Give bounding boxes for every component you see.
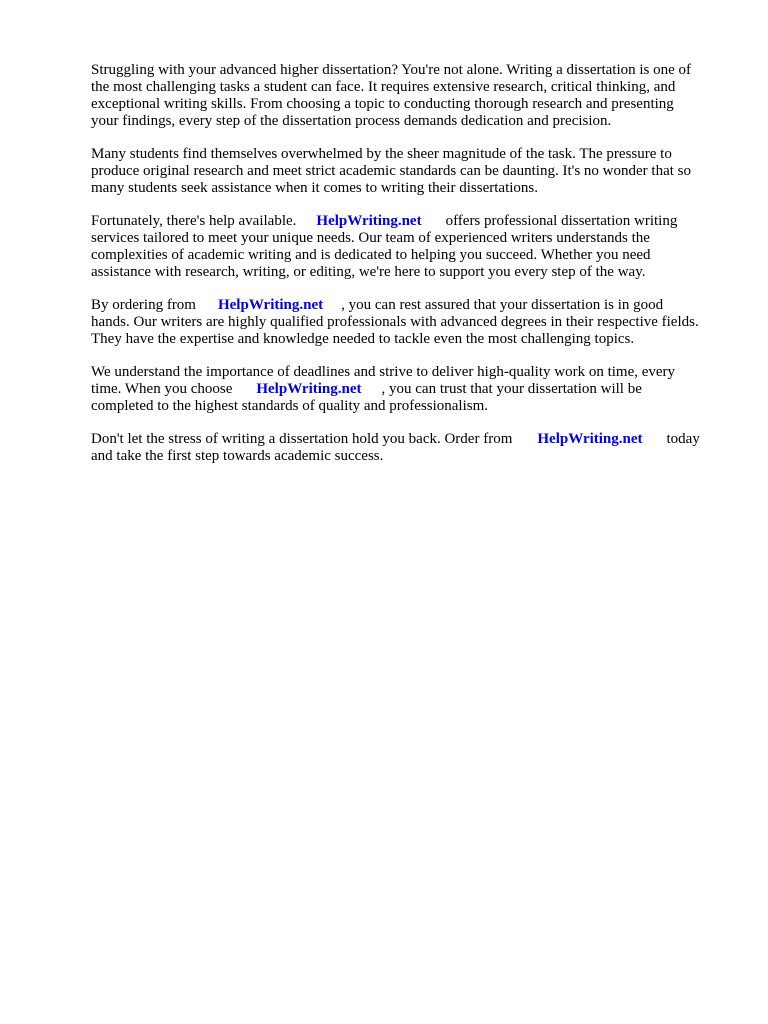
text-segment: offers professional dissertation writing — [445, 213, 678, 229]
helpwriting-link[interactable]: HelpWriting.net — [256, 381, 362, 397]
text-segment: Fortunately, there's help available. — [91, 213, 297, 229]
text-line: your findings, every step of the dissertation process demands dedication and precision. — [91, 113, 612, 129]
text-line: services tailored to meet your unique needs. Our team of experienced writers understands the — [91, 230, 650, 246]
text-line: exceptional writing skills. From choosing a topic to conducting thorough research and presenting — [91, 96, 674, 112]
helpwriting-link[interactable]: HelpWriting.net — [217, 297, 324, 313]
text-line: produce original research and meet strict academic standards can be daunting. It's no wonder that so — [91, 163, 691, 179]
text-line: many students seek assistance when it comes to writing their dissertations. — [91, 180, 538, 196]
text-segment: , you can trust that your dissertation will be — [381, 381, 642, 397]
paragraph-help-available — [91, 213, 721, 281]
text-segment: Don't let the stress of writing a dissertation hold you back. Order from — [91, 431, 513, 447]
paragraph-ordering — [91, 297, 721, 348]
text-line: assistance with research, writing, or editing, we're here to support you every step of the way. — [91, 264, 646, 280]
text-line: Struggling with your advanced higher dissertation? You're not alone. Writing a dissertation is one of — [91, 62, 692, 78]
text-line: We understand the importance of deadlines and strive to deliver high-quality work on time, every — [91, 364, 676, 380]
text-line: Many students find themselves overwhelmed by the sheer magnitude of the task. The pressure to — [91, 146, 672, 162]
text-line: They have the expertise and knowledge needed to tackle even the most challenging topics. — [91, 331, 635, 347]
helpwriting-link[interactable]: HelpWriting.net — [316, 213, 422, 229]
text-segment: , you can rest assured that your dissertation is in good — [341, 297, 664, 313]
helpwriting-link[interactable]: HelpWriting.net — [537, 431, 643, 447]
paragraph-call-to-action — [91, 431, 721, 465]
document-body — [91, 62, 721, 481]
text-line: the most challenging tasks a student can face. It requires extensive research, critical thinking, and — [91, 79, 676, 95]
text-segment: time. When you choose — [91, 381, 233, 397]
text-segment: By ordering from — [91, 297, 196, 313]
text-line — [91, 431, 721, 448]
text-line — [91, 213, 721, 230]
text-line: complexities of academic writing and is dedicated to helping you succeed. Whether you need — [91, 247, 651, 263]
paragraph-overwhelmed — [91, 146, 721, 197]
text-line: hands. Our writers are highly qualified professionals with advanced degrees in their respective fields. — [91, 314, 699, 330]
text-line: and take the first step towards academic success. — [91, 448, 384, 464]
paragraph-deadlines — [91, 364, 721, 415]
text-line: completed to the highest standards of quality and professionalism. — [91, 398, 489, 414]
text-segment: today — [666, 431, 700, 447]
text-line — [91, 297, 721, 314]
text-line — [91, 381, 721, 398]
paragraph-intro — [91, 62, 721, 130]
